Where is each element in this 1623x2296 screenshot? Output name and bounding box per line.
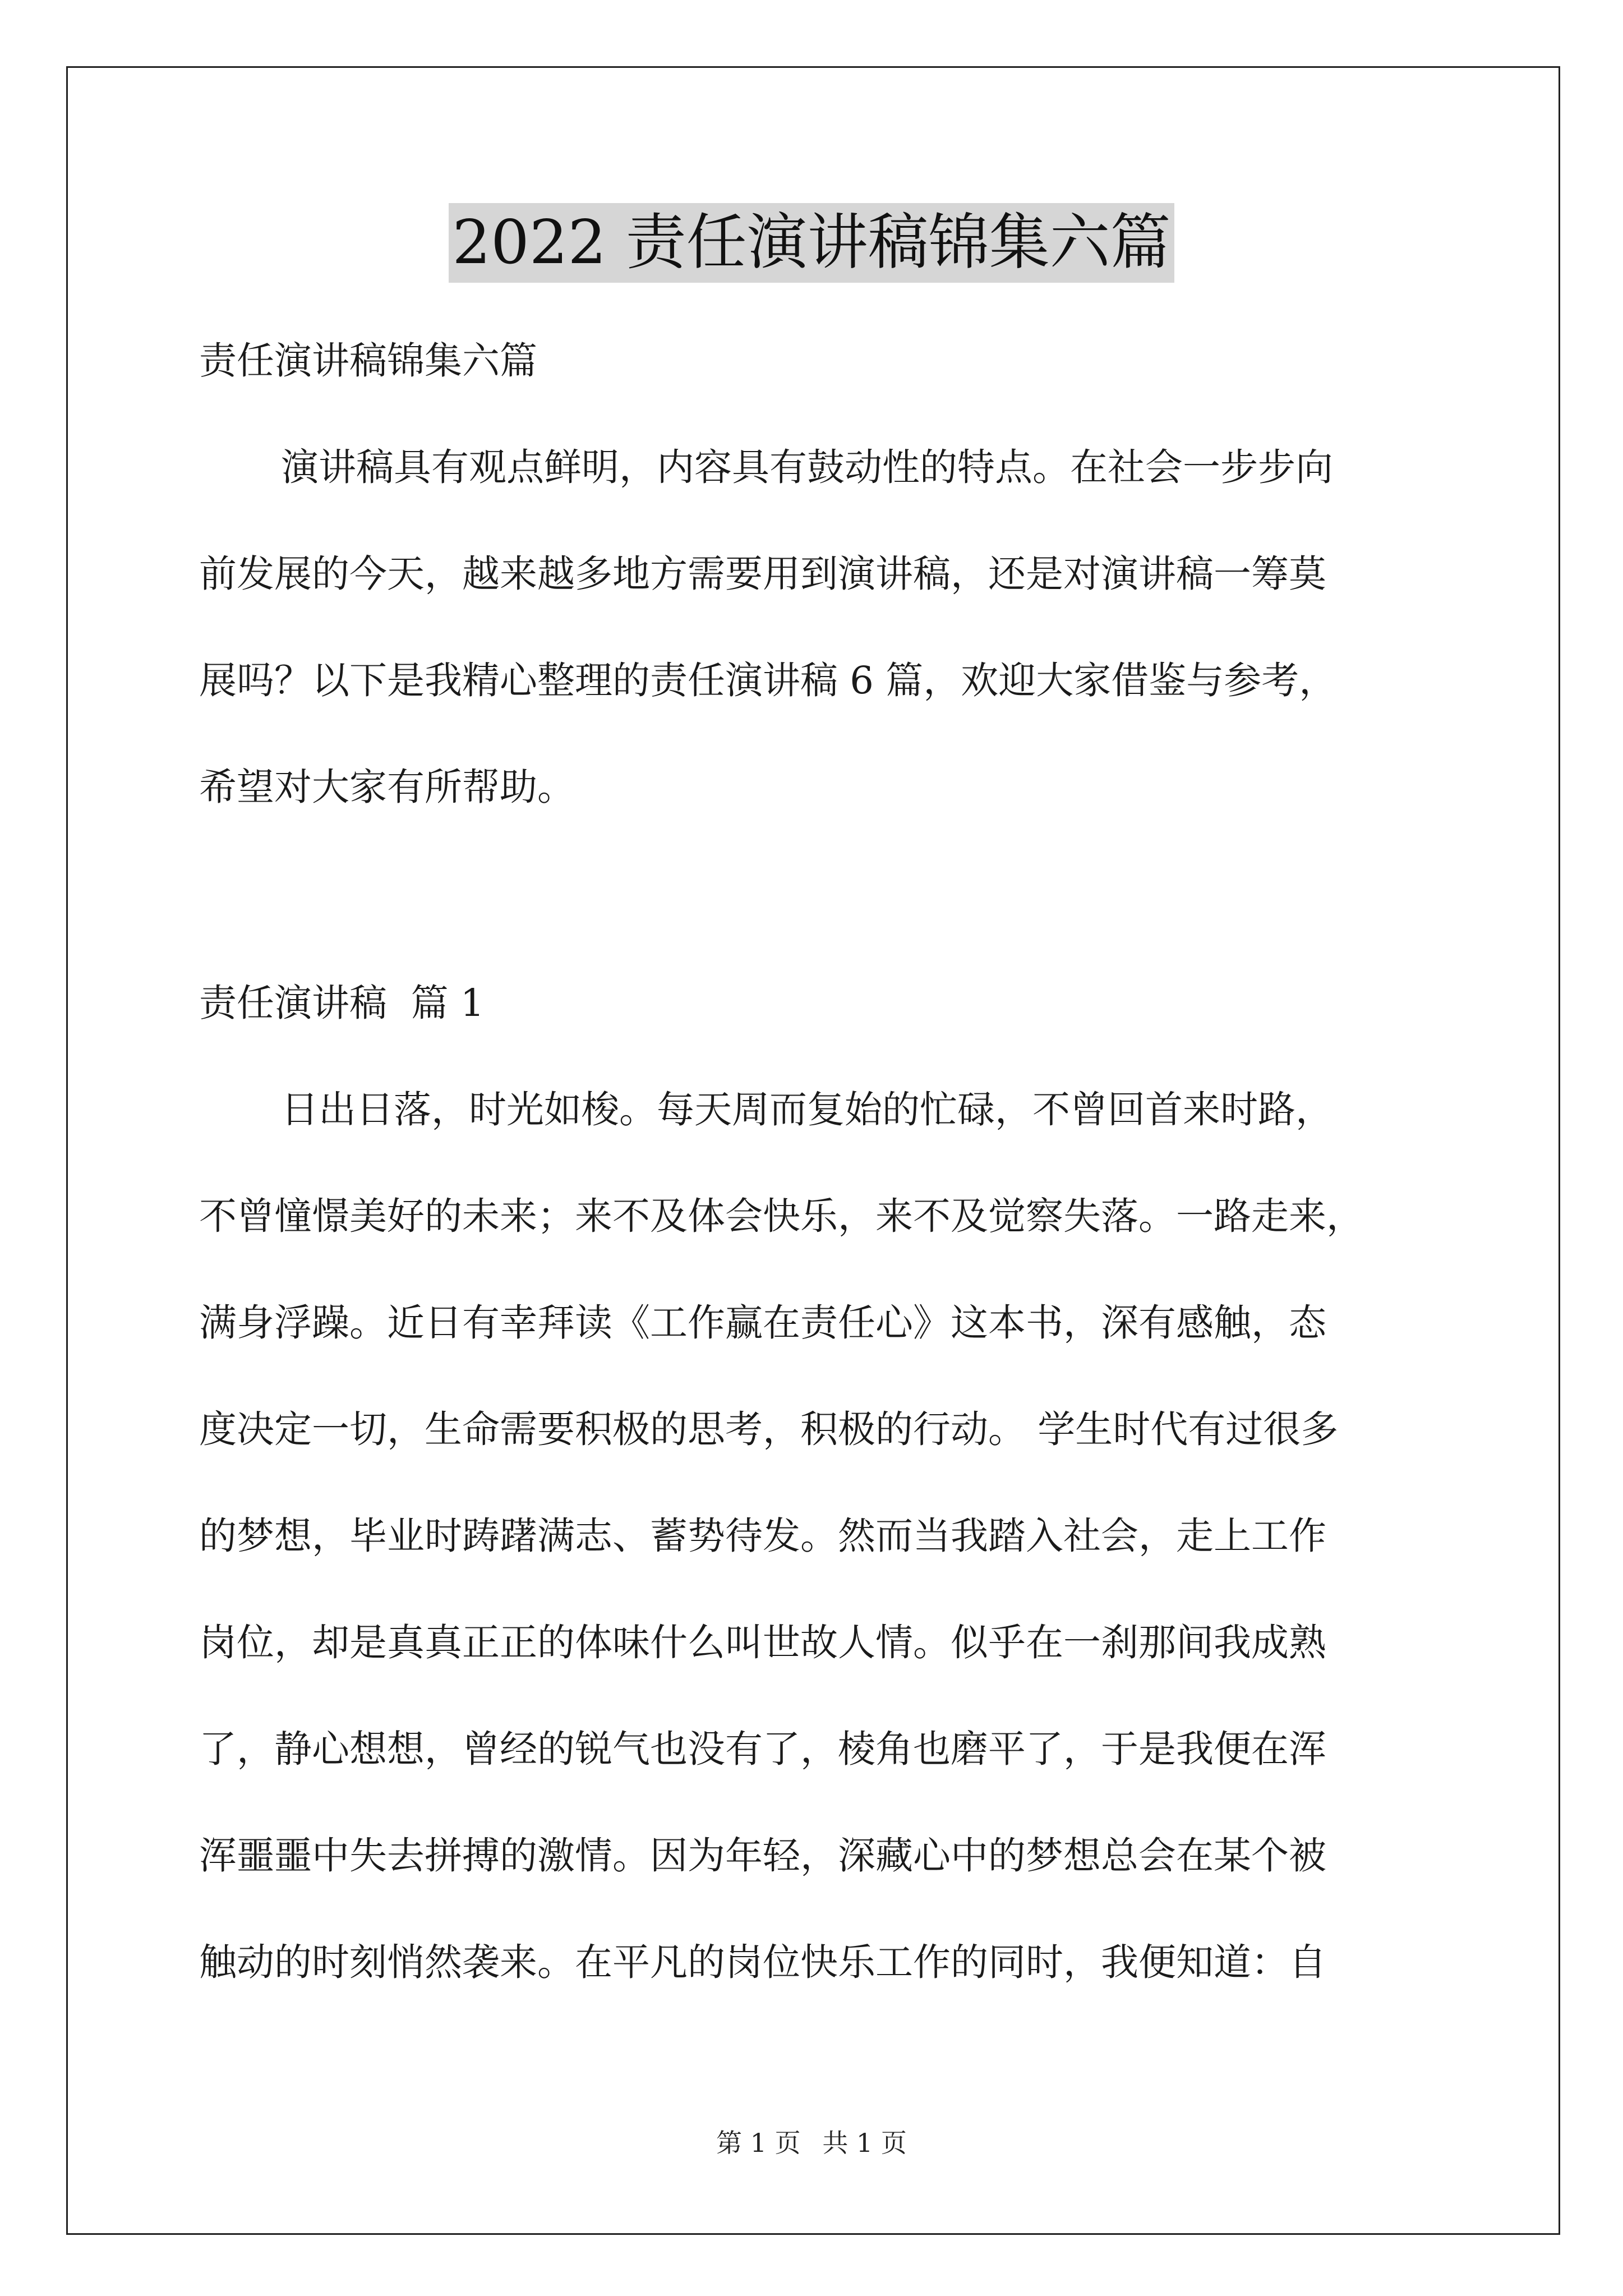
body-line: 触动的时刻悄然袭来。在平凡的岗位快乐工作的同时，我便知道：自	[199, 1940, 1326, 1984]
page-footer	[0, 2126, 1623, 2160]
body-line: 岗位，却是真真正正的体味什么叫世故人情。似乎在一刹那间我成熟	[199, 1621, 1326, 1664]
intro-line: 展吗？以下是我精心整理的责任演讲稿 6 篇，欢迎大家借鉴与参考，	[199, 659, 1337, 702]
body-line: 满身浮躁。近日有幸拜读《工作赢在责任心》这本书，深有感触，态	[199, 1301, 1326, 1345]
intro-line: 演讲稿具有观点鲜明，内容具有鼓动性的特点。在社会一步步向	[281, 445, 1333, 489]
total-pages: 共 1 页	[822, 2128, 907, 2158]
body-line: 了，静心想想，曾经的锐气也没有了，棱角也磨平了，于是我便在浑	[199, 1727, 1326, 1771]
page-number: 第 1 页	[716, 2128, 801, 2158]
subtitle: 责任演讲稿锦集六篇	[199, 339, 537, 383]
section-heading: 责任演讲稿 篇 1	[199, 981, 485, 1025]
intro-line: 前发展的今天，越来越多地方需要用到演讲稿，还是对演讲稿一筹莫	[199, 552, 1326, 596]
title-container	[0, 203, 1623, 283]
body-line: 的梦想，毕业时踌躇满志、蓄势待发。然而当我踏入社会，走上工作	[199, 1514, 1326, 1558]
body-line: 日出日落，时光如梭。每天周而复始的忙碌，不曾回首来时路，	[281, 1088, 1333, 1131]
document-title: 2022 责任演讲稿锦集六篇	[449, 203, 1174, 283]
document-body	[199, 307, 1450, 2016]
intro-line: 希望对大家有所帮助。	[199, 765, 575, 809]
body-line: 度决定一切，生命需要积极的思考，积极的行动。 学生时代有过很多	[199, 1407, 1339, 1451]
paragraph-gap	[199, 840, 1450, 950]
body-line: 不曾憧憬美好的未来；来不及体会快乐，来不及觉察失落。一路走来，	[199, 1194, 1364, 1238]
body-line: 浑噩噩中失去拼搏的激情。因为年轻，深藏心中的梦想总会在某个被	[199, 1834, 1326, 1878]
